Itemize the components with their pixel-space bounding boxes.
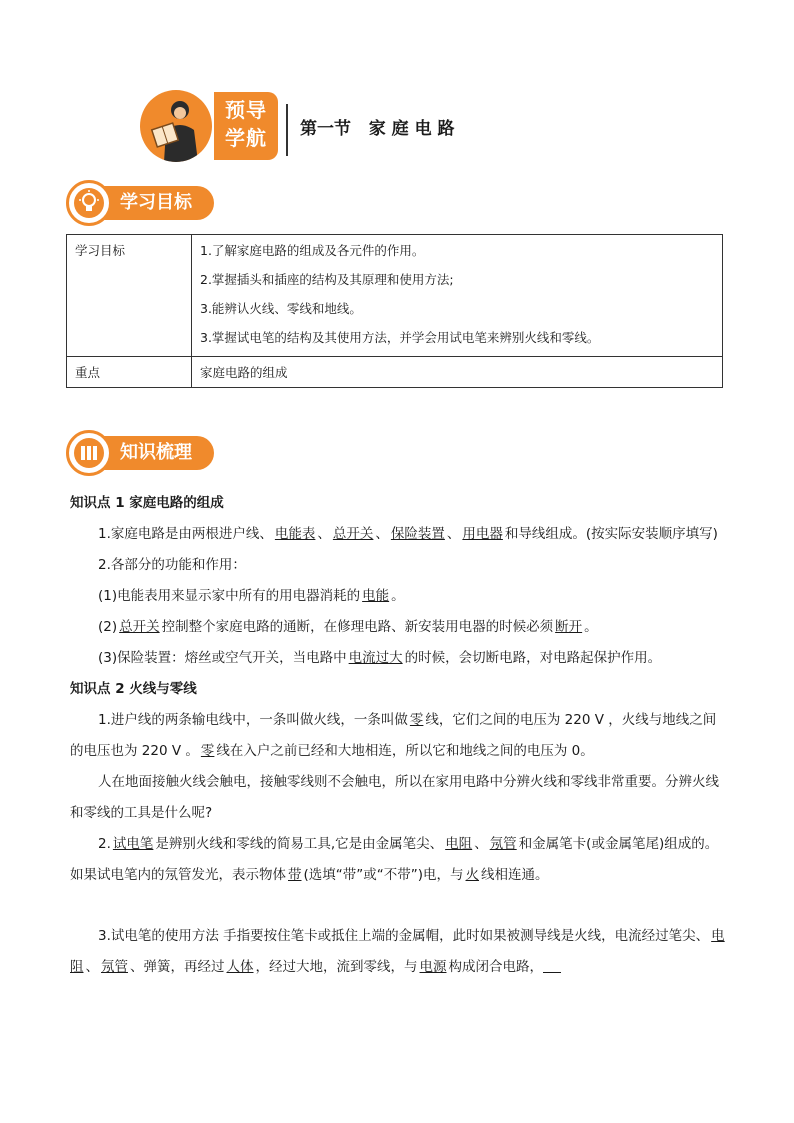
text: 、: [446, 526, 461, 542]
text: (选填“带”或“不带”)电，与: [303, 867, 464, 883]
text: 3.试电笔的使用方法 手指要按住笔卡或抵住上端的金属帽，此时如果被测导线是火线，电流经过笔尖、: [98, 928, 710, 944]
paragraph: [70, 921, 726, 983]
text: 控制整个家庭电路的通断，在修理电路、新安装用电器的时候必须: [161, 619, 554, 635]
goal-item: 1.了解家庭电路的组成及各元件的作用。: [200, 243, 425, 258]
answer-blank: 电流过大: [348, 650, 403, 666]
paragraph: [70, 643, 726, 674]
section-label: 知识梳理: [96, 436, 214, 470]
knowledge-point-title: 知识点 2 火线与零线: [70, 681, 197, 697]
answer-blank: 电阻: [445, 836, 473, 852]
paragraph: [70, 519, 726, 550]
answer-blank: 用电器: [462, 526, 503, 542]
answer-blank: 人体: [226, 959, 254, 975]
text: (2): [98, 619, 118, 635]
answer-blank: 电源: [419, 959, 447, 975]
tab-line-1: 预导: [225, 98, 267, 122]
knowledge-point-title: 知识点 1 家庭电路的组成: [70, 495, 224, 511]
lightbulb-icon: [74, 188, 104, 218]
answer-blank: 总开关: [119, 619, 160, 635]
badge-ring: [66, 180, 112, 226]
page-title: 第一节 家 庭 电 路: [300, 119, 455, 139]
text: 构成闭合电路，: [448, 959, 543, 975]
text: 1.家庭电路是由两根进户线、: [98, 526, 273, 542]
goal-item: 3.能辨认火线、零线和地线。: [200, 301, 362, 316]
text: (1)电能表用来显示家中所有的用电器消耗的: [98, 588, 361, 604]
paragraph: [70, 581, 726, 612]
answer-blank: 保险装置: [390, 526, 445, 542]
knowledge-content: [70, 488, 726, 983]
text: 、: [317, 526, 331, 542]
reader-illustration: [140, 90, 212, 162]
answer-blank: 总开关: [332, 526, 374, 542]
table-row: [67, 357, 723, 388]
text: 、: [474, 836, 488, 852]
header-banner: [140, 86, 520, 166]
paragraph: [70, 612, 726, 643]
text: 线在入户之前已经和大地相连，所以它和地线之间的电压为 0。: [216, 743, 594, 759]
goals-cell: [192, 235, 723, 357]
text: 、: [85, 959, 99, 975]
books-icon: [74, 438, 104, 468]
answer-blank: 电能: [362, 588, 390, 604]
section-badge-knowledge: [66, 430, 216, 476]
answer-blank: 试电笔: [112, 836, 154, 852]
paragraph: [70, 829, 726, 891]
text: (3)保险装置：熔丝或空气开关，当电路中: [98, 650, 347, 666]
goal-item: 3.掌握试电笔的结构及其使用方法，并学会用试电笔来辨别火线和零线。: [200, 330, 600, 345]
text: 和导线组成。(按实际安装顺序填写): [504, 526, 718, 542]
answer-blank: 氖管: [489, 836, 517, 852]
answer-blank: 零: [200, 743, 215, 759]
paragraph: [70, 705, 726, 767]
answer-blank: 零: [409, 712, 424, 728]
text: 是辨别火线和零线的简易工具,它是由金属笔尖、: [155, 836, 444, 852]
header-divider: [286, 104, 288, 156]
answer-blank: 电能表: [274, 526, 316, 542]
text: 。: [391, 588, 405, 604]
answer-blank-empty: [543, 959, 561, 974]
text: ，经过大地，流到零线，与: [255, 959, 418, 975]
tab-line-2: 学航: [225, 126, 267, 150]
text: 2.: [98, 836, 111, 852]
row-label: 重点: [67, 357, 192, 388]
section-badge-objectives: [66, 180, 216, 226]
text: 、弹簧，再经过: [130, 959, 225, 975]
text: 线，它们之间的电压为 220 V ，火线与地线之间的电压也为 220 V 。: [70, 712, 717, 759]
row-value: 家庭电路的组成: [192, 357, 723, 388]
paragraph: 2.各部分的功能和作用：: [98, 557, 246, 573]
answer-blank: 火: [465, 867, 480, 883]
paragraph: 人在地面接触火线会触电，接触零线则不会触电，所以在家用电路中分辨火线和零线非常重要。分辨火线和零线的工具是什么呢?: [70, 774, 719, 821]
text: 1.进户线的两条输电线中，一条叫做火线，一条叫做: [98, 712, 408, 728]
answer-blank: 断开: [555, 619, 583, 635]
section-label: 学习目标: [96, 186, 214, 220]
badge-ring: [66, 430, 112, 476]
spacer: [70, 891, 726, 921]
goal-item: 2.掌握插头和插座的结构及其原理和使用方法;: [200, 272, 454, 287]
preview-guide-tab: [214, 92, 278, 160]
person-reading-icon: [140, 90, 212, 162]
text: 线相连通。: [481, 867, 549, 883]
answer-blank: 氖管: [101, 959, 128, 975]
answer-blank: 电阻: [70, 928, 725, 975]
answer-blank: 带: [288, 867, 302, 883]
text: 。: [584, 619, 598, 635]
row-label: 学习目标: [67, 235, 192, 357]
text: 和金属笔卡(或金属笔尾)组成的。如果试电笔内的氖管发光，表示物体: [70, 836, 719, 883]
table-row: [67, 235, 723, 357]
objectives-table: [66, 234, 723, 388]
text: 的时候，会切断电路，对电路起保护作用。: [404, 650, 662, 666]
text: 、: [375, 526, 389, 542]
